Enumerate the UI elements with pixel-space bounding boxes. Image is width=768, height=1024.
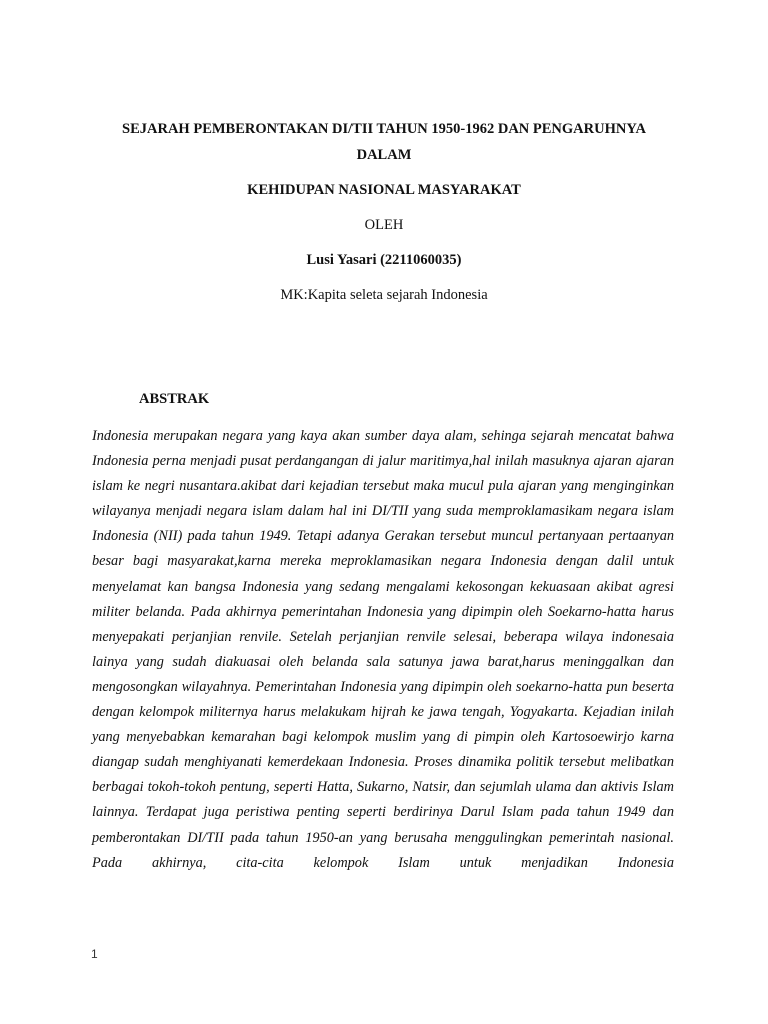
title-line-2: DALAM: [356, 147, 412, 163]
abstract-paragraph: Indonesia merupakan negara yang kaya akan sumber daya alam, sehinga sejarah mencatat bahwa Indonesia perna menjadi pusat perdangangan di jalur maritimya,hal inilah masuknya ajaran ajaran islam ke negri nusantara.akibat dari kejadian tersebut maka mucul pula ajaran yang menginginkan wilayanya menjadi negara islam dalam hal ini DI/TII yang suda memproklamasikam negara islam Indonesia (NII) pada tahun 1949. Tetapi adanya Gerakan tersebut muncul pertanyaan pertaanyan besar bagi masyarakat,karna mereka meproklamasikan negara Indonesia dengan dalil untuk menyelamat kan bangsa Indonesia yang sedang mengalami kekosongan kekuasaan akibat agresi militer belanda. Pada akhirnya pemerintahan Indonesia yang dipimpin oleh Soekarno-hatta harus menyepakati perjanjian renvile. Setelah perjanjian renvile selesai, beberapa wilaya indonesaia lainya yang sudah diakuasai oleh belanda sala satunya jawa barat,harus meninggalkan dan mengosongkan wilayahnya. Pemerintahan Indonesia yang dipimpin oleh soekarno-hatta pun beserta dengan kelompok militernya harus melakukam hijrah ke jawa tengah, Yogyakarta. Kejadian inilah yang menyebabkan kemarahan bagi kelompok muslim yang di pimpin oleh Kartosoewirjo karna diangap sudah menghiyanati kemerdekaan Indonesia. Proses dinamika politik tersebut melibatkan berbagai tokoh-tokoh pentung, seperti Hatta, Sukarno, Natsir, dan sejumlah ulama dan aktivis Islam lainnya. Terdapat juga peristiwa penting seperti berdirinya Darul Islam pada tahun 1949 dan pemberontakan DI/TII pada tahun 1950-an yang berusaha menggulingkan pemerintah nasional. Pada akhirnya, cita-cita kelompok Islam untuk menjadikan Indonesia: [92, 428, 674, 871]
title-line-1: SEJARAH PEMBERONTAKAN DI/TII TAHUN 1950-1962 DAN PENGARUHNYA: [122, 121, 646, 137]
page-number: 1: [91, 947, 98, 961]
subtitle: KEHIDUPAN NASIONAL MASYARAKAT: [247, 182, 521, 198]
author-name: Lusi Yasari (2211060035): [306, 252, 462, 268]
abstract-heading: ABSTRAK: [139, 391, 210, 407]
by-label: OLEH: [364, 217, 404, 233]
course-line: MK:Kapita seleta sejarah Indonesia: [280, 287, 488, 303]
